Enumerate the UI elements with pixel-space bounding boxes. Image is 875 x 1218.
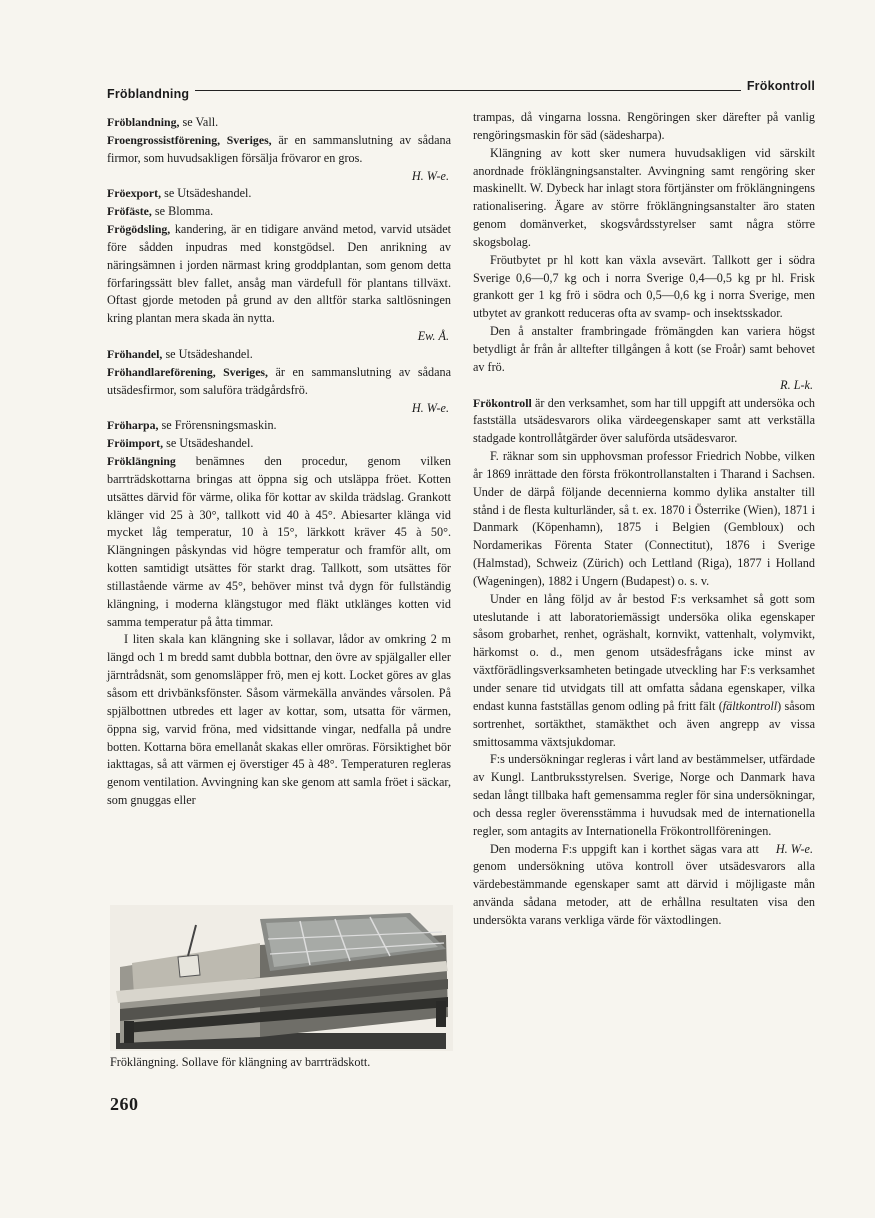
entry-headword: Fröimport, bbox=[107, 436, 164, 451]
right-column bbox=[473, 109, 815, 930]
dictionary-entry: Fröimport, se Utsädeshandel. bbox=[107, 436, 254, 451]
dictionary-entry: Fröexport, se Utsädeshandel. bbox=[107, 186, 252, 201]
entry-headword: Fröexport, bbox=[107, 186, 162, 201]
entry-signature: R. L-k. bbox=[780, 377, 813, 392]
dictionary-entry: Frökontroll är den verksamhet, som har till uppgift att undersöka och fastställa utsädesvarors olika värdeegenskaper samt att verkställa stadgade kontrollåtgärder över saluförda utsädesvaror. bbox=[473, 395, 815, 446]
dictionary-entry: Frögödsling, kandering, är en tidigare använd metod, varvid utsädet före sådden inpudras med konstgödsel. Den anrikning av näringsämnen i jorden närmast kring groddplantan, som genom detta förfaringssätt blev fallet, ansåg man värdefull för plantans tillväxt. Oftast gjorde metoden på grund av den alltför starka saltlösningen kring plantan mera skada än nytta. Ew. Å. bbox=[107, 221, 451, 346]
page-number: 260 bbox=[110, 1094, 139, 1114]
entry-headword: Fröharpa, bbox=[107, 418, 159, 433]
paragraph: H. W-e. Den moderna F:s uppgift kan i korthet sägas vara att genom undersökning utöva kontroll över utsädesvarors alla värdebestämmande egenskaper samt att därvid i möjligaste mån använda sådana metoder, att de erhållna resultaten visa den undersökta varans verkliga värde för växtodlingen. bbox=[473, 841, 815, 927]
entry-signature: H. W-e. bbox=[411, 168, 449, 183]
header-right-title: Frökontroll bbox=[746, 79, 815, 93]
entry-headword: Frökontroll bbox=[473, 395, 532, 410]
sollave-illustration bbox=[110, 905, 453, 1051]
entry-signature: H. W-e. bbox=[411, 400, 449, 415]
paragraph: Den å anstalter frambringade frömängden kan variera högst betydligt år från år alltefter tillgången å kott (se Froår) samt behovet av frö. R. L-k. bbox=[473, 323, 815, 394]
running-header bbox=[107, 78, 815, 100]
entry-signature: Ew. Å. bbox=[417, 329, 449, 344]
dictionary-entry: Fröfäste, se Blomma. bbox=[107, 204, 214, 219]
paragraph: Fröutbytet pr hl kott kan växla avsevärt. Tallkott ger i södra Sverige 0,6—0,7 kg och i norra Sverige 0,4—0,5 kg pr hl. Frisk grankott ger 1 kg frö i södra och 0,5—0,6 kg i norra Sverige, men utbytet av grankott reduceras ofta av svamp- och insektsskador. bbox=[473, 252, 815, 321]
figure-caption: Fröklängning. Sollave för klängning av barrträdskott. bbox=[110, 1055, 371, 1069]
dictionary-entry: Fröhandlareförening, Sveriges, är en sammanslutning av sådana utsädesfirmor, som saluföra trädgårdsfrö. H. W-e. bbox=[107, 364, 451, 418]
header-left-title: Fröblandning bbox=[107, 87, 190, 101]
entry-headword: Fröfäste, bbox=[107, 204, 152, 219]
entry-headword: Froengrossistförening, Sveriges, bbox=[107, 132, 272, 147]
entry-signature: H. W-e. bbox=[775, 841, 813, 856]
paragraph: Klängning av kott sker numera huvudsakligen vid särskilt anordnade fröklängningsanstalter. Avvingning samt rengöring sker maskinellt. W. Dybeck har inlagt stora förtjänster om fröklängningens rationalisering. Ägare av större fröklängningsanstalter äro staten genom domänverket, skogsvårdsstyrelser samt några större skogsbolag. bbox=[473, 145, 815, 249]
paragraph: trampas, då vingarna lossna. Rengöringen sker därefter på vanlig rengöringsmaskin för säd (sädesharpa). bbox=[473, 110, 815, 142]
paragraph: Under en lång följd av år bestod F:s verksamhet så gott som uteslutande i att laboratoriemässigt undersöka olika egenskaper såsom grobarhet, renhet, ogräshalt, kornvikt, vattenhalt, volymvikt, härkomst o. d., men genom utsädesfrågans icke minst av växtförädlingsverksamheten betingade utveckling har F:s verksamhet under senare tid utvidgats till att omfatta sådana egenskaper, vilka endast kunna fastställas genom odling på fritt fält (fältkontroll) såsom sortrenhet, sortäkthet, stamäkthet och även angrepp av vissa smittosamma växtsjukdomar. bbox=[473, 591, 815, 749]
entry-headword: Fröhandel, bbox=[107, 346, 163, 361]
dictionary-entry: Fröhandel, se Utsädeshandel. bbox=[107, 346, 253, 361]
paragraph: F:s undersökningar regleras i vårt land av bestämmelser, utfärdade av Kungl. Lantbruksstyrelsen. Sverige, Norge och Danmark hava sedan långt tillbaka haft gemensamma regler för sina undersökningar, och dessa regler överensstämma i huvudsak med de internationella regler, som antagits av Internationella Frökontrollföreningen. bbox=[473, 752, 815, 838]
entry-headword: Fröklängning bbox=[107, 454, 176, 469]
dictionary-entry: Fröharpa, se Frörensningsmaskin. bbox=[107, 418, 277, 433]
left-column bbox=[107, 114, 451, 810]
dictionary-entry: Fröblandning, se Vall. bbox=[107, 115, 219, 129]
dictionary-entry: Froengrossistförening, Sveriges, är en sammanslutning av sådana firmor, som huvudsakligen försälja frövaror en gros. H. W-e. bbox=[107, 132, 451, 186]
italic-term: fältkontroll bbox=[722, 698, 778, 713]
paragraph: I liten skala kan klängning ske i sollavar, lådor av omkring 2 m längd och 1 m bredd samt dubbla bottnar, den övre av spjälgaller eller järntrådsnät, som genomsläpper frö, men ej kott. Locket göres av glas såsom ett drivbänksfönster. Såsom värmekälla användes vårsolen. På spjälbottnen utbredes ett lager av kottar, som, utsatta för värmen, öppna sig, varvid fröna, med vidsittande vingar, nedfalla på undre botten. Kottarna böra emellanåt skakas eller omröras. Försiktighet bör iakttagas, så att värmen ej överstiger 45 à 48°. Temperaturen regleras genom ventilation. Avvingning kan ske genom att samla fröet i säckar, som gnuggas eller bbox=[107, 632, 451, 808]
entry-headword: Fröhandlareförening, Sveriges, bbox=[107, 364, 268, 379]
paragraph: F. räknar som sin upphovsman professor Friedrich Nobbe, vilken år 1869 inrättade den första frökontrollanstalten i Tharand i Sachsen. Under de därpå följande decennierna kommo dylika anstalter till stånd i de flesta kulturländer, så t. ex. 1870 i Österrike (Wien), 1871 i Danmark (Köpenhamn), 1875 i Belgien (Gembloux) och Nordamerikas Förenta Stater (Connectitut), 1876 i Sverige (Halmstad), Schweiz (Zürich) och Lettland (Riga), 1877 i Holland (Wageningen), 1882 i Ungern (Budapest) o. s. v. bbox=[473, 449, 815, 588]
entry-headword: Frögödsling, bbox=[107, 222, 171, 237]
entry-headword: Fröblandning, bbox=[107, 115, 180, 129]
dictionary-entry: Fröklängning benämnes den procedur, genom vilken barrträdskottarna bringas att öppna sig och utsläppa fröet. Kotten utsättes därvid för värme, olika för kottar av skilda trädslag. Grankott klänger vid 25 à 30°, tallkott vid 40 à 45°. Abiesarter klänga vid mycket låg temperatur, 10 à 15°, lärkkott kräver 45 à 50°. Klängningen påskyndas vid högre temperatur och framför allt, om kotten samtidigt utsättes för starkt drag. Tallkott, som utsättes för stillastående värme av 45°, behöver minst två dygn för fullständig klängning, i moderna klängstugor med fläkt utklänges kotten vid samma temperatur på åtta timmar. bbox=[107, 454, 451, 629]
header-rule bbox=[195, 90, 741, 91]
